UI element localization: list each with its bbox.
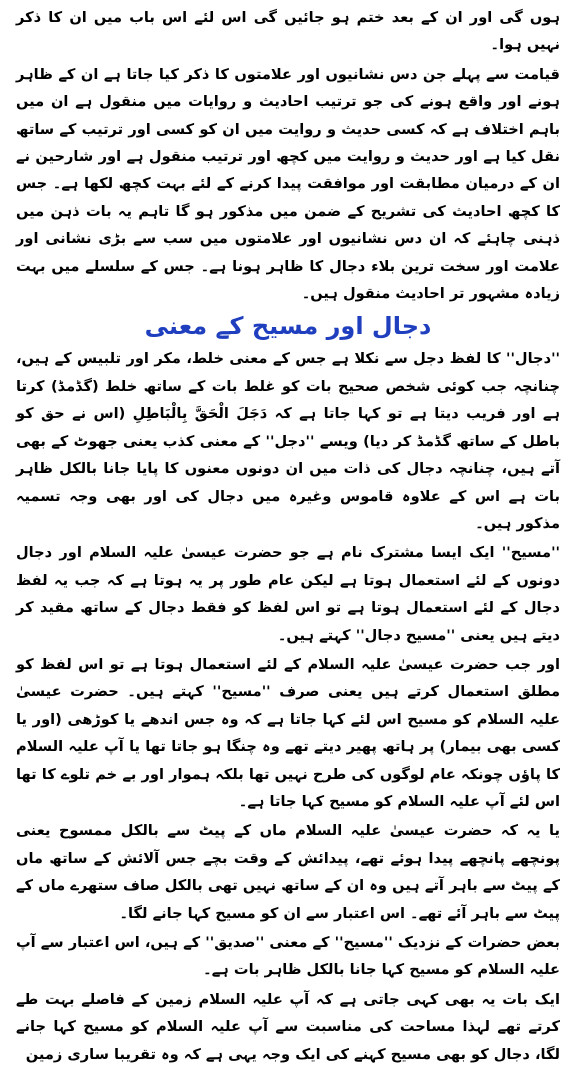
paragraph-dajjal-meaning: ''دجال'' کا لفظ دجل سے نکلا ہے جس کے معنی خلط، مکر اور تلبیس کے ہیں، چنانچہ جب کوئی شخص صحیح بات کو غلط بات کے ساتھ خلط (گڈمڈ) کرتا ہے اور فریب دیتا ہے تو کہا جاتا ہے کہ دَجَلَ الْحَقَّ بِالْبَاطِلِ (اس نے حق کو باطل کے ساتھ گڈمڈ کر دیا) ویسے ''دجل'' کے معنی کذب یعنی جھوٹ کے بھی آتے ہیں، چنانچہ دجال کی ذات میں ان دونوں معنوں کا پایا جانا بالکل ظاہر بات ہے اس کے علاوہ قاموس وغیرہ میں دجال کی اور بھی وجہ تسمیہ مذکور ہیں۔ <box>16 350 560 532</box>
section-heading: دجال اور مسیح کے معنی <box>144 312 432 341</box>
paragraph-isa-masih: اور جب حضرت عیسیٰ علیہ السلام کے لئے استعمال ہوتا ہے تو اس لفظ کو مطلق استعمال کرتے ہیں یعنی صرف ''مسیح'' کہتے ہیں۔ حضرت عیسیٰ علیہ السلام کو مسیح اس لئے کہا جاتا ہے کہ وہ جس اندھے یا کوڑھی (اور یا کسی بھی بیمار) پر ہاتھ پھیر دیتے تھے وہ چنگا ہو جاتا تھا یا آپ علیہ السلام کا پاؤں چونکہ عام لوگوں کی طرح نہیں تھا بلکہ ہموار اور بے خم تلوے کا تھا اس لئے آپ علیہ السلام کو مسیح کہا جاتا ہے۔ <box>16 655 560 810</box>
paragraph-masahat: ایک بات یہ بھی کہی جاتی ہے کہ آپ علیہ السلام زمین کے فاصلے بہت طے کرتے تھے لہذا مساحت کی مناسبت سے آپ علیہ السلام کو مسیح کہا جانے لگا، دجال کو بھی مسیح کہنے کی ایک وجہ یہی ہے کہ وہ تقریبا ساری زمین <box>16 990 560 1063</box>
paragraph-intro-end: ہوں گی اور ان کے بعد ختم ہو جائیں گی اس لئے اس باب میں ان کا ذکر نہیں ہوا۔ <box>16 9 560 54</box>
paragraph-masih-shared-name: ''مسیح'' ایک ایسا مشترک نام ہے جو حضرت عیسیٰ علیہ السلام اور دجال دونوں کے لئے استعمال ہوتا ہے لیکن عام طور پر یہ ہوتا ہے کہ جب یہ لفظ دجال کے لئے استعمال ہوتا ہے تو اس لفظ کو فقط دجال کے ساتھ مقید کر دیتے ہیں یعنی ''مسیح دجال'' کہتے ہیں۔ <box>16 544 560 644</box>
paragraph-qiyamat-signs: قیامت سے پہلے جن دس نشانیوں اور علامتوں کا ذکر کیا جاتا ہے ان کے ظاہر ہونے اور واقع ہونے کی جو ترتیب احادیث و روایات میں منقول ہے ان میں باہم اختلاف ہے کہ کسی حدیث و روایت میں ان کو کسی اور ترتیب کے ساتھ نقل کیا ہے اور حدیث و روایت میں کچھ اور ترتیب منقول ہے اور شارحین نے ان کے درمیان مطابقت اور موافقت پیدا کرنے کے لئے بہت کچھ لکھا ہے۔ جس کا کچھ احادیث کی تشریح کے ضمن میں مذکور ہو گا تاہم یہ بات ذہن میں ذہنی چاہئے کہ ان دس نشانیوں اور علامتوں میں سب سے بڑی نشانی اور علامت اور سخت ترین بلاء دجال کا ظاہر ہونا ہے۔ جس کے سلسلے میں بہت زیادہ مشہور تر احادیث منقول ہیں۔ <box>16 65 560 303</box>
paragraph-mamsuh: یا یہ کہ حضرت عیسیٰ علیہ السلام ماں کے پیٹ سے بالکل ممسوح یعنی پونچھے پانچھے پیدا ہوئے تھے، پیدائش کے وقت بچے جس آلائش کے ساتھ ماں کے پیٹ سے باہر آتے ہیں وہ ان کے ساتھ نہیں تھی بالکل صاف ستھرے ماں کے پیٹ سے باہر آئے تھے۔ اس اعتبار سے ان کو مسیح کہا جانے لگا۔ <box>16 822 560 922</box>
paragraph-siddiq: بعض حضرات کے نزدیک ''مسیح'' کے معنی ''صدیق'' کے ہیں، اس اعتبار سے آپ علیہ السلام کو مسیح کہا جانا بالکل ظاہر بات ہے۔ <box>16 934 560 979</box>
